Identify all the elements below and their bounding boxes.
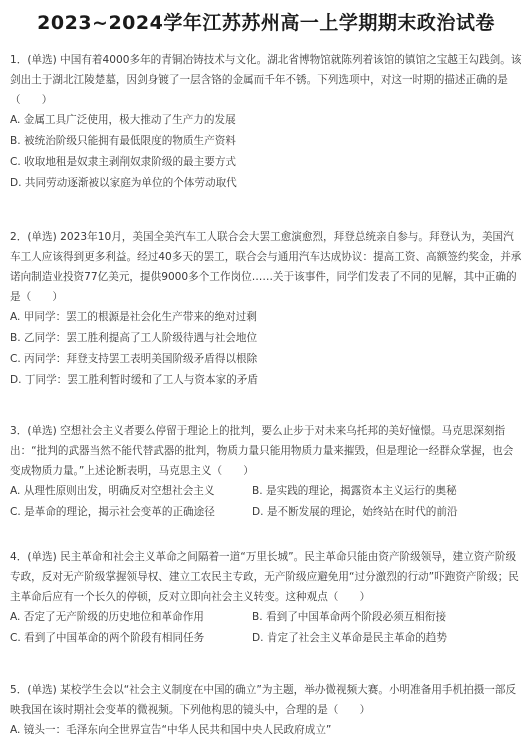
question-2 (10, 227, 522, 391)
option-a[interactable]: A. 否定了无产阶级的历史地位和革命作用 (10, 611, 204, 623)
option-c[interactable]: C. 收取地租是奴隶主剥削奴隶阶级的最主要方式 (10, 156, 237, 168)
option-b[interactable]: B. 是实践的理论，揭露资本主义运行的奥秘 (252, 485, 457, 497)
option-d[interactable]: D. 肯定了社会主义革命是民主革命的趋势 (252, 632, 447, 644)
question-1 (10, 50, 522, 194)
question-stem: 4．(单选) 民主革命和社会主义革命之间隔着一道“万里长城”。民主革命只能由资产阶级领导，建立资产阶级专政，反对无产阶级掌握领导权、建立工农民主专政，无产阶级应避免用“过分激烈的行动”吓跑资产阶级；民主革命后应有一个长久的停顿，反对立即向社会主义转变。这种观点（ ） (10, 551, 519, 603)
option-d[interactable]: D. 共同劳动逐渐被以家庭为单位的个体劳动取代 (10, 177, 237, 189)
option-a[interactable]: A. 金属工具广泛使用，极大推动了生产力的发展 (10, 114, 236, 126)
option-d[interactable]: D. 丁同学：罢工胜利暂时缓和了工人与资本家的矛盾 (10, 374, 258, 386)
option-a[interactable]: A. 镜头一：毛泽东向全世界宣告“中华人民共和国中央人民政府成立” (10, 724, 332, 736)
option-c[interactable]: C. 丙同学：拜登支持罢工表明美国阶级矛盾得以根除 (10, 353, 258, 365)
option-b[interactable]: B. 被统治阶级只能拥有最低限度的物质生产资料 (10, 135, 236, 147)
option-a[interactable]: A. 从理性原则出发，明确反对空想社会主义 (10, 485, 215, 497)
question-3 (10, 421, 522, 523)
option-a[interactable]: A. 甲同学：罢工的根源是社会化生产带来的绝对过剩 (10, 311, 257, 323)
option-c[interactable]: C. 是革命的理论，揭示社会变革的正确途径 (10, 506, 215, 518)
page-title: 2023~2024学年江苏苏州高一上学期期末政治试卷 (37, 12, 495, 34)
question-5 (10, 680, 522, 741)
option-d[interactable]: D. 是不断发展的理论，始终站在时代的前沿 (252, 506, 458, 518)
option-b[interactable]: B. 乙同学：罢工胜利提高了工人阶级待遇与社会地位 (10, 332, 258, 344)
options-grid (10, 481, 522, 523)
question-4 (10, 547, 522, 649)
question-stem: 3．(单选) 空想社会主义者要么停留于理论上的批判，要么止步于对未来乌托邦的美好憧憬。马克思深刻指出：“批判的武器当然不能代替武器的批判，物质力量只能用物质力量来摧毁，但是理论一经群众掌握，也会变成物质力量。”上述论断表明，马克思主义（ ） (10, 425, 514, 477)
option-b[interactable]: B. 看到了中国革命两个阶段必须互相衔接 (252, 611, 447, 623)
question-stem: 1．(单选) 中国有着4000多年的青铜冶铸技术与文化。湖北省博物馆就陈列着该馆的镇馆之宝越王勾践剑。该剑出土于湖北江陵楚墓，因剑身镀了一层含铬的金属而千年不锈。下列选项中，对这一时期的描述正确的是（ ） (10, 54, 522, 106)
options-grid (10, 607, 522, 649)
question-stem: 5．(单选) 某校学生会以“社会主义制度在中国的确立”为主题，举办微视频大赛。小明准备用手机拍摄一部反映我国在该时期社会变革的微视频。下列他构思的镜头中，合理的是（ ） (10, 684, 517, 716)
question-stem: 2．(单选) 2023年10月，美国全美汽车工人联合会大罢工愈演愈烈，拜登总统亲自参与。拜登认为，美国汽车工人应该得到更多利益。经过40多天的罢工，联合会与通用汽车达成协议：提高工资、高额签约奖金，并承诺向制造业投资77亿美元，提供9000多个工作岗位……关于该事件，同学们发表了不同的见解，其中正确的是（ ） (10, 231, 522, 303)
option-c[interactable]: C. 看到了中国革命的两个阶段有相同任务 (10, 632, 205, 644)
